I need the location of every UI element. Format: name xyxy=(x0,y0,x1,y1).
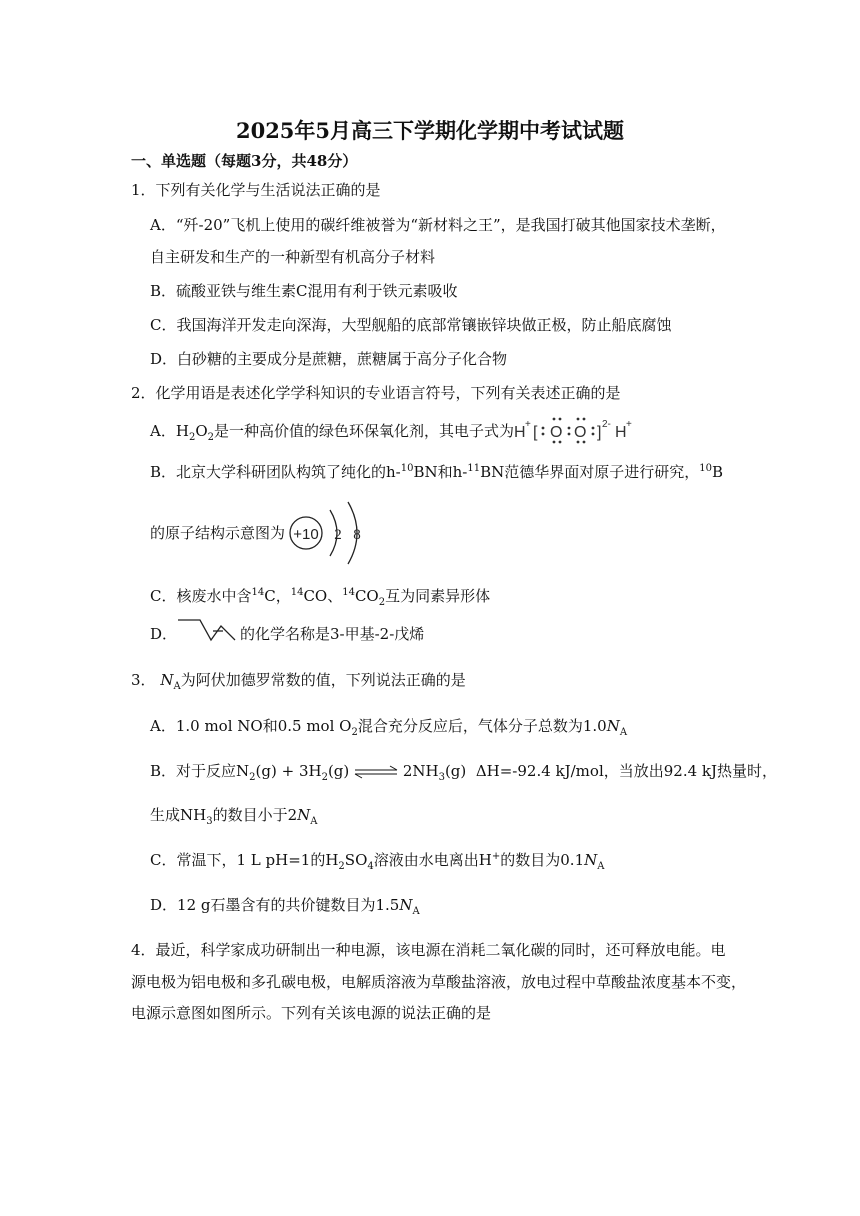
q3-b-value: 2 xyxy=(287,806,298,824)
nh3-formula: NH xyxy=(180,806,207,824)
q3-option-b-line2 xyxy=(150,805,318,825)
lewis-h1: H xyxy=(514,424,526,441)
skeletal-formula xyxy=(176,614,238,648)
state-label: (g) xyxy=(327,762,350,780)
q4-line2: 源电极为铝电极和多孔碳电极，电解质溶液为草酸盐溶液，放电过程中草酸盐浓度基本不变， xyxy=(131,973,747,991)
q3-c-text3: 的数目为 xyxy=(500,851,561,869)
mass-number: 14 xyxy=(290,587,304,598)
mass-number: 10 xyxy=(400,463,414,474)
lewis-bracket-right: ] xyxy=(597,424,602,441)
section-heading: 一、单选题（每题3分，共48分） xyxy=(131,152,358,170)
avogadro-symbol: N xyxy=(399,896,413,914)
subscript: 3 xyxy=(438,772,445,783)
avogadro-symbol: N xyxy=(297,806,311,824)
avogadro-symbol: N xyxy=(584,851,598,869)
q3-option-b-line1 xyxy=(150,761,777,781)
nucleus-charge: +10 xyxy=(293,526,319,543)
avogadro-symbol: N xyxy=(160,671,174,689)
lewis-h1-charge: + xyxy=(525,419,531,430)
q3-a-value: 1.0 xyxy=(582,717,607,735)
q3-option-c xyxy=(150,850,604,870)
lewis-o1: O xyxy=(550,424,563,441)
subscript: 2 xyxy=(321,772,328,783)
equilibrium-arrow-icon xyxy=(354,765,398,779)
q4-line1: 4．最近，科学家成功研制出一种电源，该电源在消耗二氧化碳的同时，还可释放电能。电 xyxy=(131,941,726,959)
q2-c-text1: C．核废水中含 xyxy=(150,587,252,605)
q2-c-text4: CO xyxy=(354,587,379,605)
hydrogen-ion: H xyxy=(478,851,492,869)
q3-c-value: 0.1 xyxy=(560,851,585,869)
q3-text: 为阿伏加德罗常数的值，下列说法正确的是 xyxy=(180,671,466,689)
state-label: (g) xyxy=(444,762,467,780)
page-title: 2025年5月高三下学期化学期中考试试题 xyxy=(235,118,625,143)
mass-number: 14 xyxy=(342,587,355,598)
q3-option-a xyxy=(150,716,627,736)
shell-1-electrons: 2 xyxy=(334,527,342,543)
q2-option-b-line2: 的原子结构示意图为 xyxy=(150,524,286,542)
avogadro-symbol: N xyxy=(606,717,620,735)
q2-b-text2: BN和h- xyxy=(413,463,468,481)
lewis-h2-charge: + xyxy=(626,419,632,430)
q3-c-text2: 溶液由水电离出 xyxy=(373,851,479,869)
state-label: (g) xyxy=(255,762,277,780)
q2-a-text: 是一种高价值的绿色环保氧化剂，其电子式为 xyxy=(214,422,515,440)
subscript: 3 xyxy=(206,816,213,827)
n2-formula: N xyxy=(236,762,250,780)
q2-b-text4: B xyxy=(712,463,724,481)
q2-option-d-label: D． xyxy=(150,625,178,643)
q3-option-d xyxy=(150,895,420,915)
subscript: 2 xyxy=(378,597,386,608)
shell-2-electrons: 8 xyxy=(353,527,361,543)
atomic-structure-diagram xyxy=(286,500,376,572)
subscript: A xyxy=(619,727,628,738)
subscript: 2 xyxy=(351,727,358,738)
lewis-bracket-left: [ xyxy=(533,424,538,441)
mass-number: 11 xyxy=(467,463,481,474)
q1-option-b: B．硫酸亚铁与维生素C混用有利于铁元素吸收 xyxy=(150,282,458,300)
lewis-o2: O xyxy=(574,424,587,441)
subscript: 2 xyxy=(338,861,345,872)
subscript: A xyxy=(310,816,318,827)
h2so4-formula: H xyxy=(325,851,339,869)
q2-option-c xyxy=(150,586,490,606)
q3-d-value: 1.5 xyxy=(375,896,400,914)
q3-b-text1: B．对于反应 xyxy=(150,762,237,780)
mass-number: 14 xyxy=(251,587,265,598)
q4-line3: 电源示意图如图所示。下列有关该电源的说法正确的是 xyxy=(131,1004,492,1022)
q3-d-text: D．12 g石墨含有的共价键数目为 xyxy=(150,896,376,914)
lewis-charge: 2- xyxy=(602,419,611,430)
q3-a-text1: A．1.0 mol NO和 xyxy=(150,717,278,735)
q2-option-a xyxy=(150,421,514,441)
option-label: A． xyxy=(150,422,176,440)
q3-number: 3． xyxy=(131,671,156,689)
q2-option-d-text: 的化学名称是3-甲基-2-戊烯 xyxy=(240,625,425,643)
subscript: 4 xyxy=(367,861,374,872)
h2so4-formula: SO xyxy=(344,851,368,869)
h2o2-electron-formula xyxy=(514,414,634,450)
q3-stem xyxy=(131,670,466,690)
q1-option-a-line2: 自主研发和生产的一种新型有机高分子材料 xyxy=(150,248,436,266)
q1-option-d: D．白砂糖的主要成分是蔗糖，蔗糖属于高分子化合物 xyxy=(150,350,508,368)
subscript: A xyxy=(173,681,181,692)
q3-b-text3: 的数目小于 xyxy=(212,806,288,824)
q3-c-text1: C．常温下，1 L pH=1的 xyxy=(150,851,326,869)
q2-stem: 2．化学用语是表述化学学科知识的专业语言符号，下列有关表述正确的是 xyxy=(131,384,621,402)
nh3-formula: 2NH xyxy=(402,762,439,780)
q2-c-text5: 互为同素异形体 xyxy=(385,587,491,605)
q3-b-text2: 生成 xyxy=(150,806,181,824)
subscript: A xyxy=(597,861,605,872)
q2-b-text3: BN范德华界面对原子进行研究， xyxy=(480,463,700,481)
q2-c-text2: C， xyxy=(264,587,291,605)
enthalpy-text: ΔH=-92.4 kJ/mol，当放出92.4 kJ热量时， xyxy=(475,762,778,780)
charge: + xyxy=(491,851,501,862)
q1-stem: 1．下列有关化学与生活说法正确的是 xyxy=(131,181,381,199)
skeleton-bonds xyxy=(178,620,235,640)
mass-number: 10 xyxy=(699,463,713,474)
subscript: 2 xyxy=(249,772,256,783)
formula-o: O xyxy=(195,422,208,440)
subscript: A xyxy=(412,906,420,917)
q2-b-text1: B．北京大学科研团队构筑了纯化的h- xyxy=(150,463,401,481)
q3-a-text2: 0.5 mol O xyxy=(277,717,352,735)
subscript: 2 xyxy=(188,432,196,443)
q1-option-a-line1: A．“歼-20”飞机上使用的碳纤维被誉为“新材料之王”，是我国打破其他国家技术垄断， xyxy=(150,216,726,234)
q2-option-b-line1 xyxy=(150,462,723,482)
h2-formula: + 3H xyxy=(276,762,322,780)
formula-h: H xyxy=(175,422,189,440)
subscript: 2 xyxy=(207,432,214,443)
q2-c-text3: CO、 xyxy=(303,587,343,605)
lewis-h2: H xyxy=(615,424,627,441)
q1-option-c: C．我国海洋开发走向深海，大型舰船的底部常镶嵌锌块做正极，防止船底腐蚀 xyxy=(150,316,672,334)
q3-a-text3: 混合充分反应后，气体分子总数为 xyxy=(357,717,583,735)
